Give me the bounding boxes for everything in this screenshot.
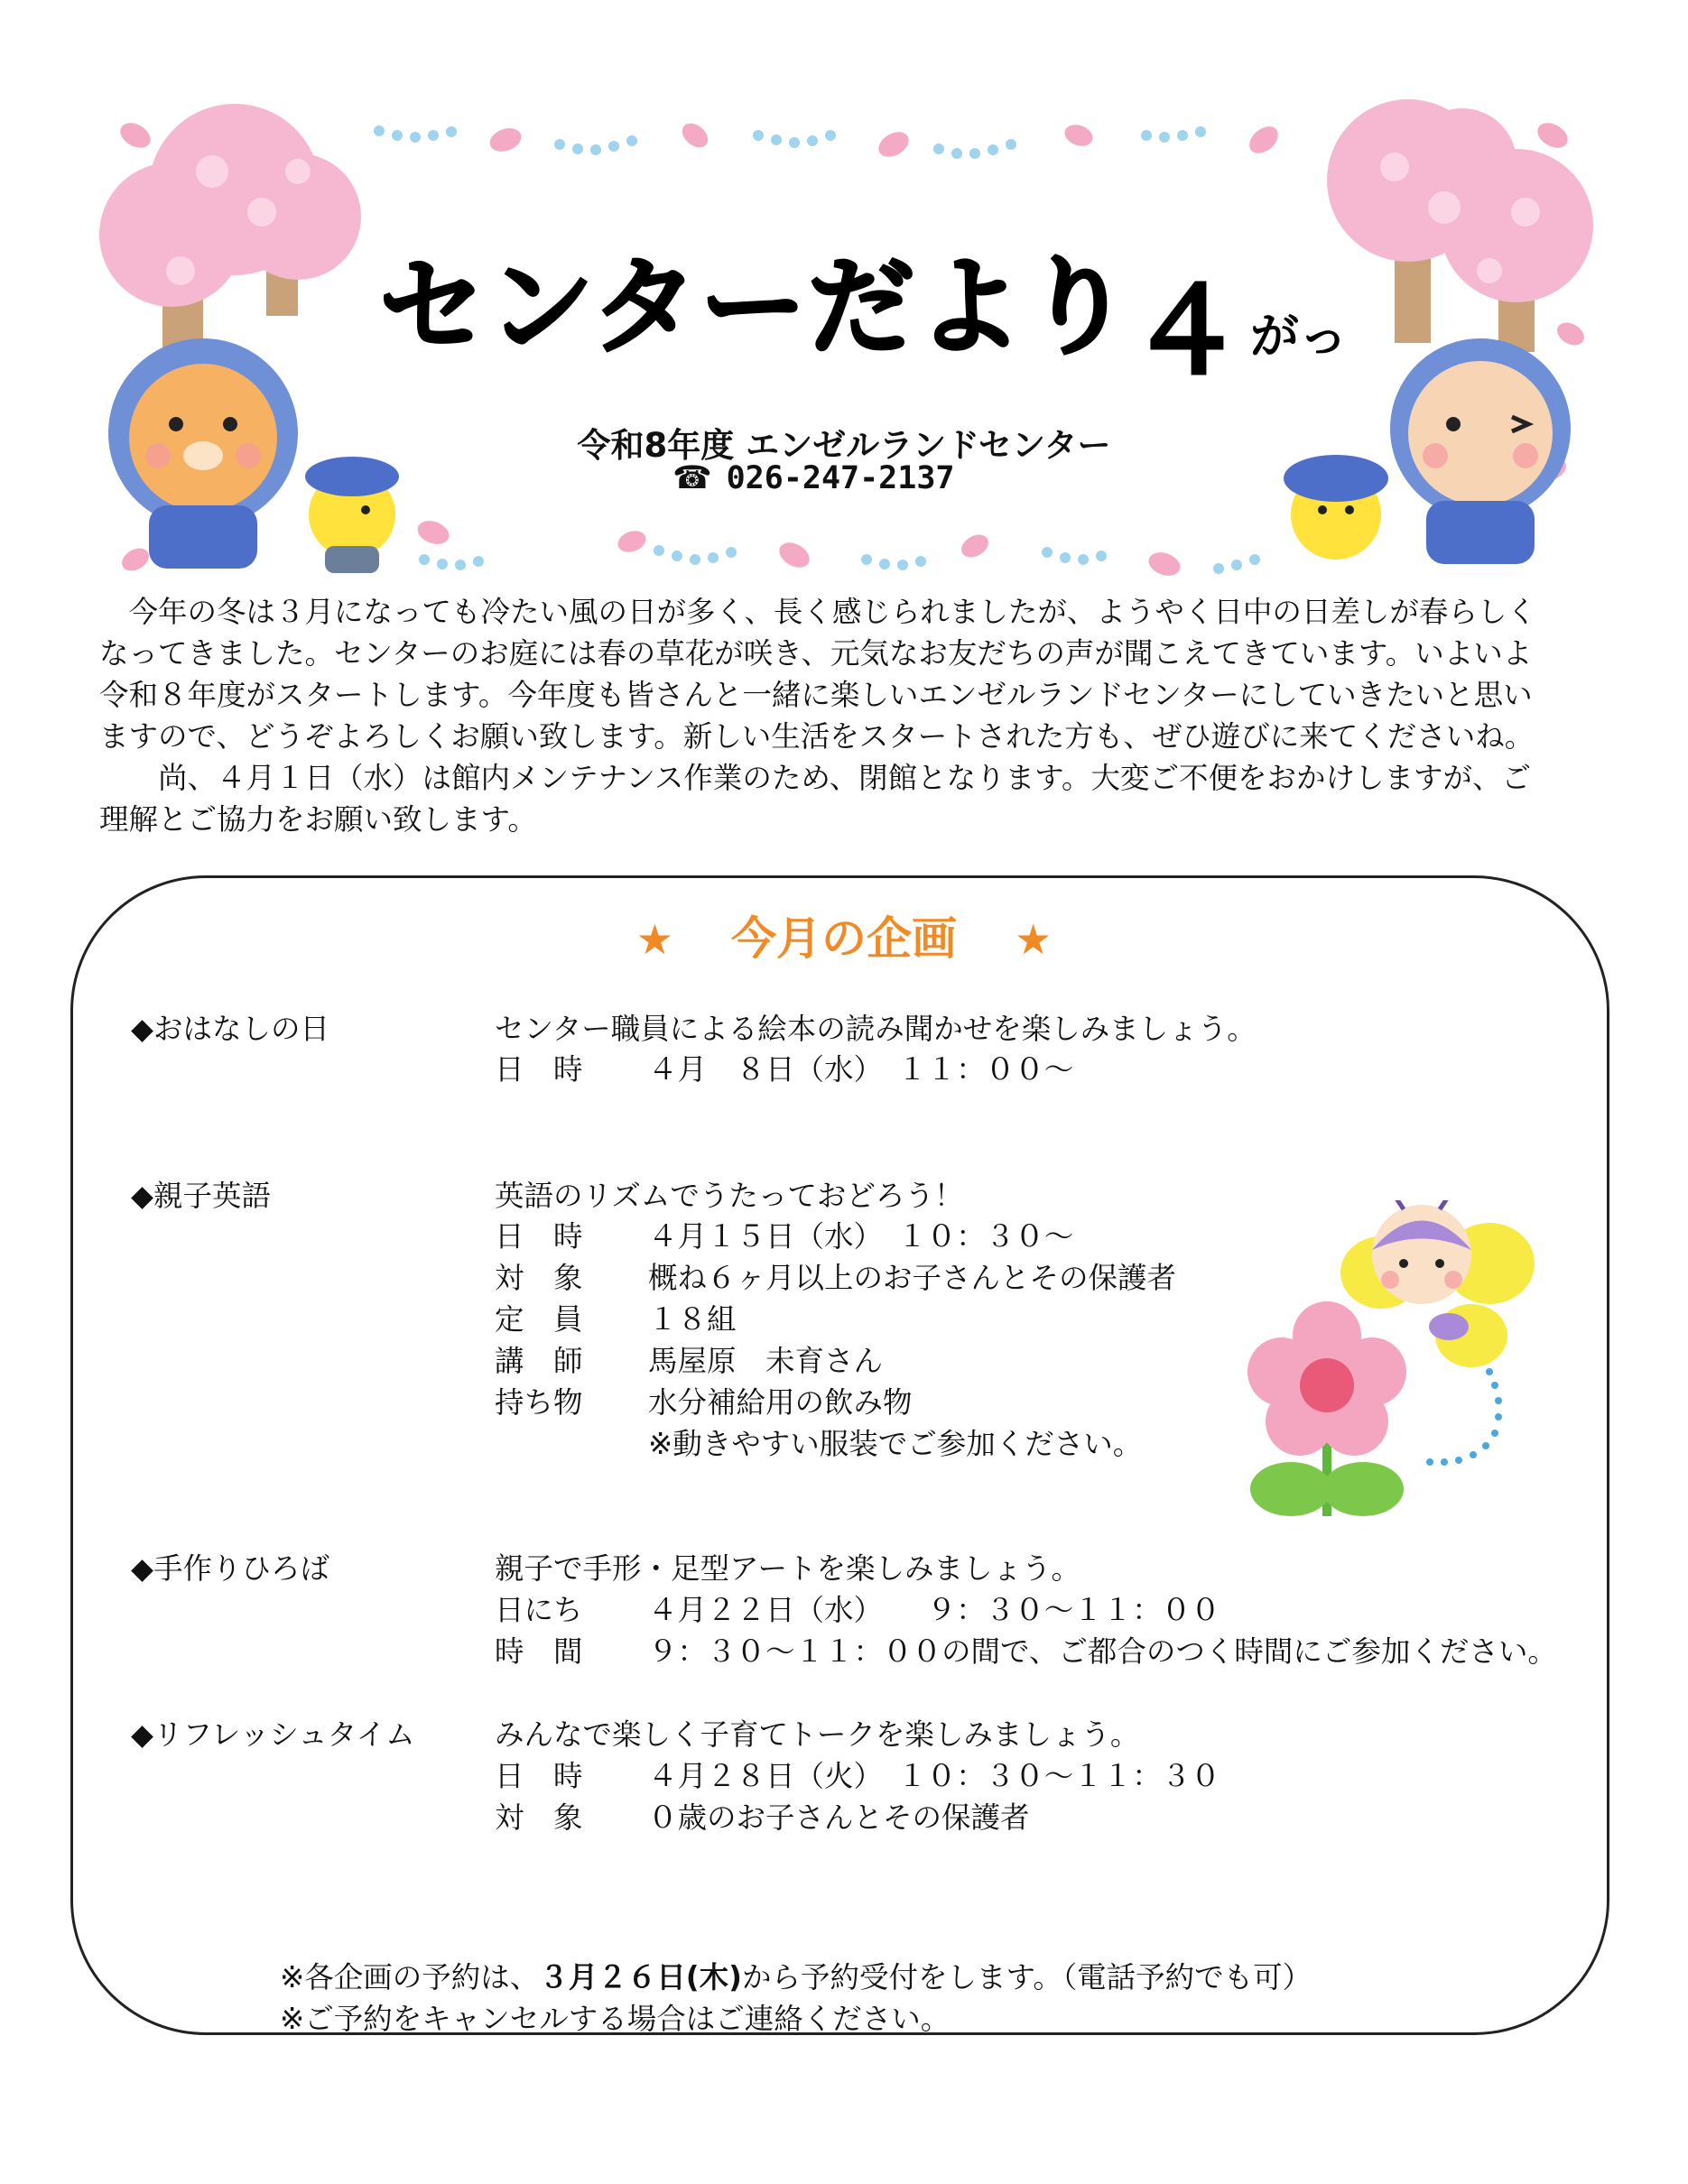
- newsletter-title: センターだより: [379, 245, 1134, 369]
- detail-value: １８組: [648, 1302, 737, 1337]
- event-detail-row: [495, 1754, 1220, 1795]
- detail-label: 日 時: [495, 1219, 583, 1254]
- event-detail-row: [495, 1255, 1176, 1297]
- event-description: センター職員による絵本の読み聞かせを楽しみましょう。: [495, 1012, 1257, 1046]
- event-name: ◆リフレッシュタイム: [131, 1717, 415, 1752]
- intro-line: ますので、どうぞよろしくお願い致します。新しい生活をスタートされた方も、ぜひ遊びに来てくださいね。: [99, 719, 1535, 754]
- intro-line: 今年の冬は３月になっても冷たい風の日が多く、長く感じられましたが、ようやく日中の日差しが春らしく: [99, 595, 1536, 629]
- month-number: ４: [1128, 265, 1245, 400]
- detail-value: ９：３０～１１：００の間で、ご都合のつく時間にご参加ください。: [648, 1634, 1557, 1669]
- phone-number: [672, 460, 954, 496]
- events-section-title: [0, 902, 1688, 967]
- intro-line: 令和８年度がスタートします。今年度も皆さんと一緒に楽しいエンゼルランドセンターにしていきたいと思い: [99, 678, 1533, 712]
- intro-line: なってきました。センターのお庭には春の草花が咲き、元気なお友だちの声が聞こえてきています。いよいよ: [99, 636, 1533, 671]
- star-icon: ★: [635, 915, 673, 964]
- intro-line: 理解とご協力をお願い致します。: [99, 802, 537, 837]
- detail-value: 馬屋原 未育さん: [648, 1344, 884, 1378]
- month-suffix: がっ: [1250, 308, 1348, 365]
- detail-value: ４月１５日（水） １０：３０～: [648, 1219, 1074, 1254]
- note-text: から予約受付をします。（電話予約でも可）: [741, 1960, 1312, 1994]
- reservation-notes: [280, 1957, 1312, 2040]
- organization-name: 令和8年度 エンゼルランドセンター: [577, 426, 1111, 465]
- telephone-icon: ☎: [672, 460, 712, 496]
- detail-label: 講 師: [495, 1344, 583, 1378]
- detail-label: 定 員: [495, 1302, 583, 1337]
- note-line: [280, 1957, 1312, 1998]
- detail-label: 対 象: [495, 1261, 583, 1295]
- events-title-text: 今月の企画: [731, 912, 957, 965]
- event-name: ◆おはなしの日: [131, 1012, 329, 1046]
- butterfly-flower-illustration: [1246, 1200, 1553, 1525]
- event-description: 親子で手形・足型アートを楽しみましょう。: [495, 1551, 1081, 1586]
- detail-label: 対 象: [495, 1800, 583, 1835]
- note-line: ※ご予約をキャンセルする場合はご連絡ください。: [280, 2002, 951, 2036]
- detail-value: ４月２８日（火） １０：３０～１１：３０: [648, 1759, 1220, 1793]
- event-detail-row: [495, 1795, 1030, 1837]
- event-detail-row: [495, 1380, 913, 1421]
- event-description: 英語のリズムでうたっておどろう！: [495, 1179, 964, 1213]
- event-description: みんなで楽しく子育てトークを楽しみましょう。: [495, 1717, 1140, 1752]
- detail-value: ０歳のお子さんとその保護者: [648, 1800, 1030, 1835]
- detail-label: 日にち: [495, 1593, 583, 1627]
- detail-label: 持ち物: [495, 1385, 583, 1420]
- detail-label: 日 時: [495, 1759, 583, 1793]
- detail-value: ４月２２日（水） ９：３０～１１：００: [648, 1593, 1220, 1627]
- phone-text: 026-247-2137: [726, 460, 955, 496]
- event-name: ◆手作りひろば: [131, 1551, 329, 1586]
- event-detail-row: [495, 1214, 1073, 1255]
- event-detail-row: [495, 1297, 737, 1338]
- reservation-start-date: ３月２６日(木): [539, 1960, 742, 1994]
- detail-label: 時 間: [495, 1634, 583, 1669]
- detail-label: 日 時: [495, 1052, 583, 1087]
- event-detail-row: [495, 1338, 883, 1380]
- intro-paragraph: [99, 591, 1598, 840]
- intro-line: 尚、４月１日（水）は館内メンテナンス作業のため、閉館となります。大変ご不便をおかけしますが、ご: [99, 761, 1532, 795]
- event-detail-row: [495, 1629, 1557, 1670]
- detail-value: ４月 ８日（水） １１：００～: [648, 1052, 1074, 1087]
- detail-value: ※動きやすい服装でご参加ください。: [648, 1427, 1143, 1461]
- event-detail-row: [495, 1047, 1073, 1088]
- detail-value: 概ね６ヶ月以上のお子さんとその保護者: [648, 1261, 1177, 1295]
- event-detail-row: [495, 1587, 1220, 1629]
- star-icon: ★: [1015, 915, 1053, 964]
- event-detail-row: [495, 1421, 1142, 1463]
- note-text: ※各企画の予約は、: [280, 1960, 540, 1994]
- event-name: ◆親子英語: [131, 1179, 271, 1213]
- detail-value: 水分補給用の飲み物: [648, 1385, 913, 1420]
